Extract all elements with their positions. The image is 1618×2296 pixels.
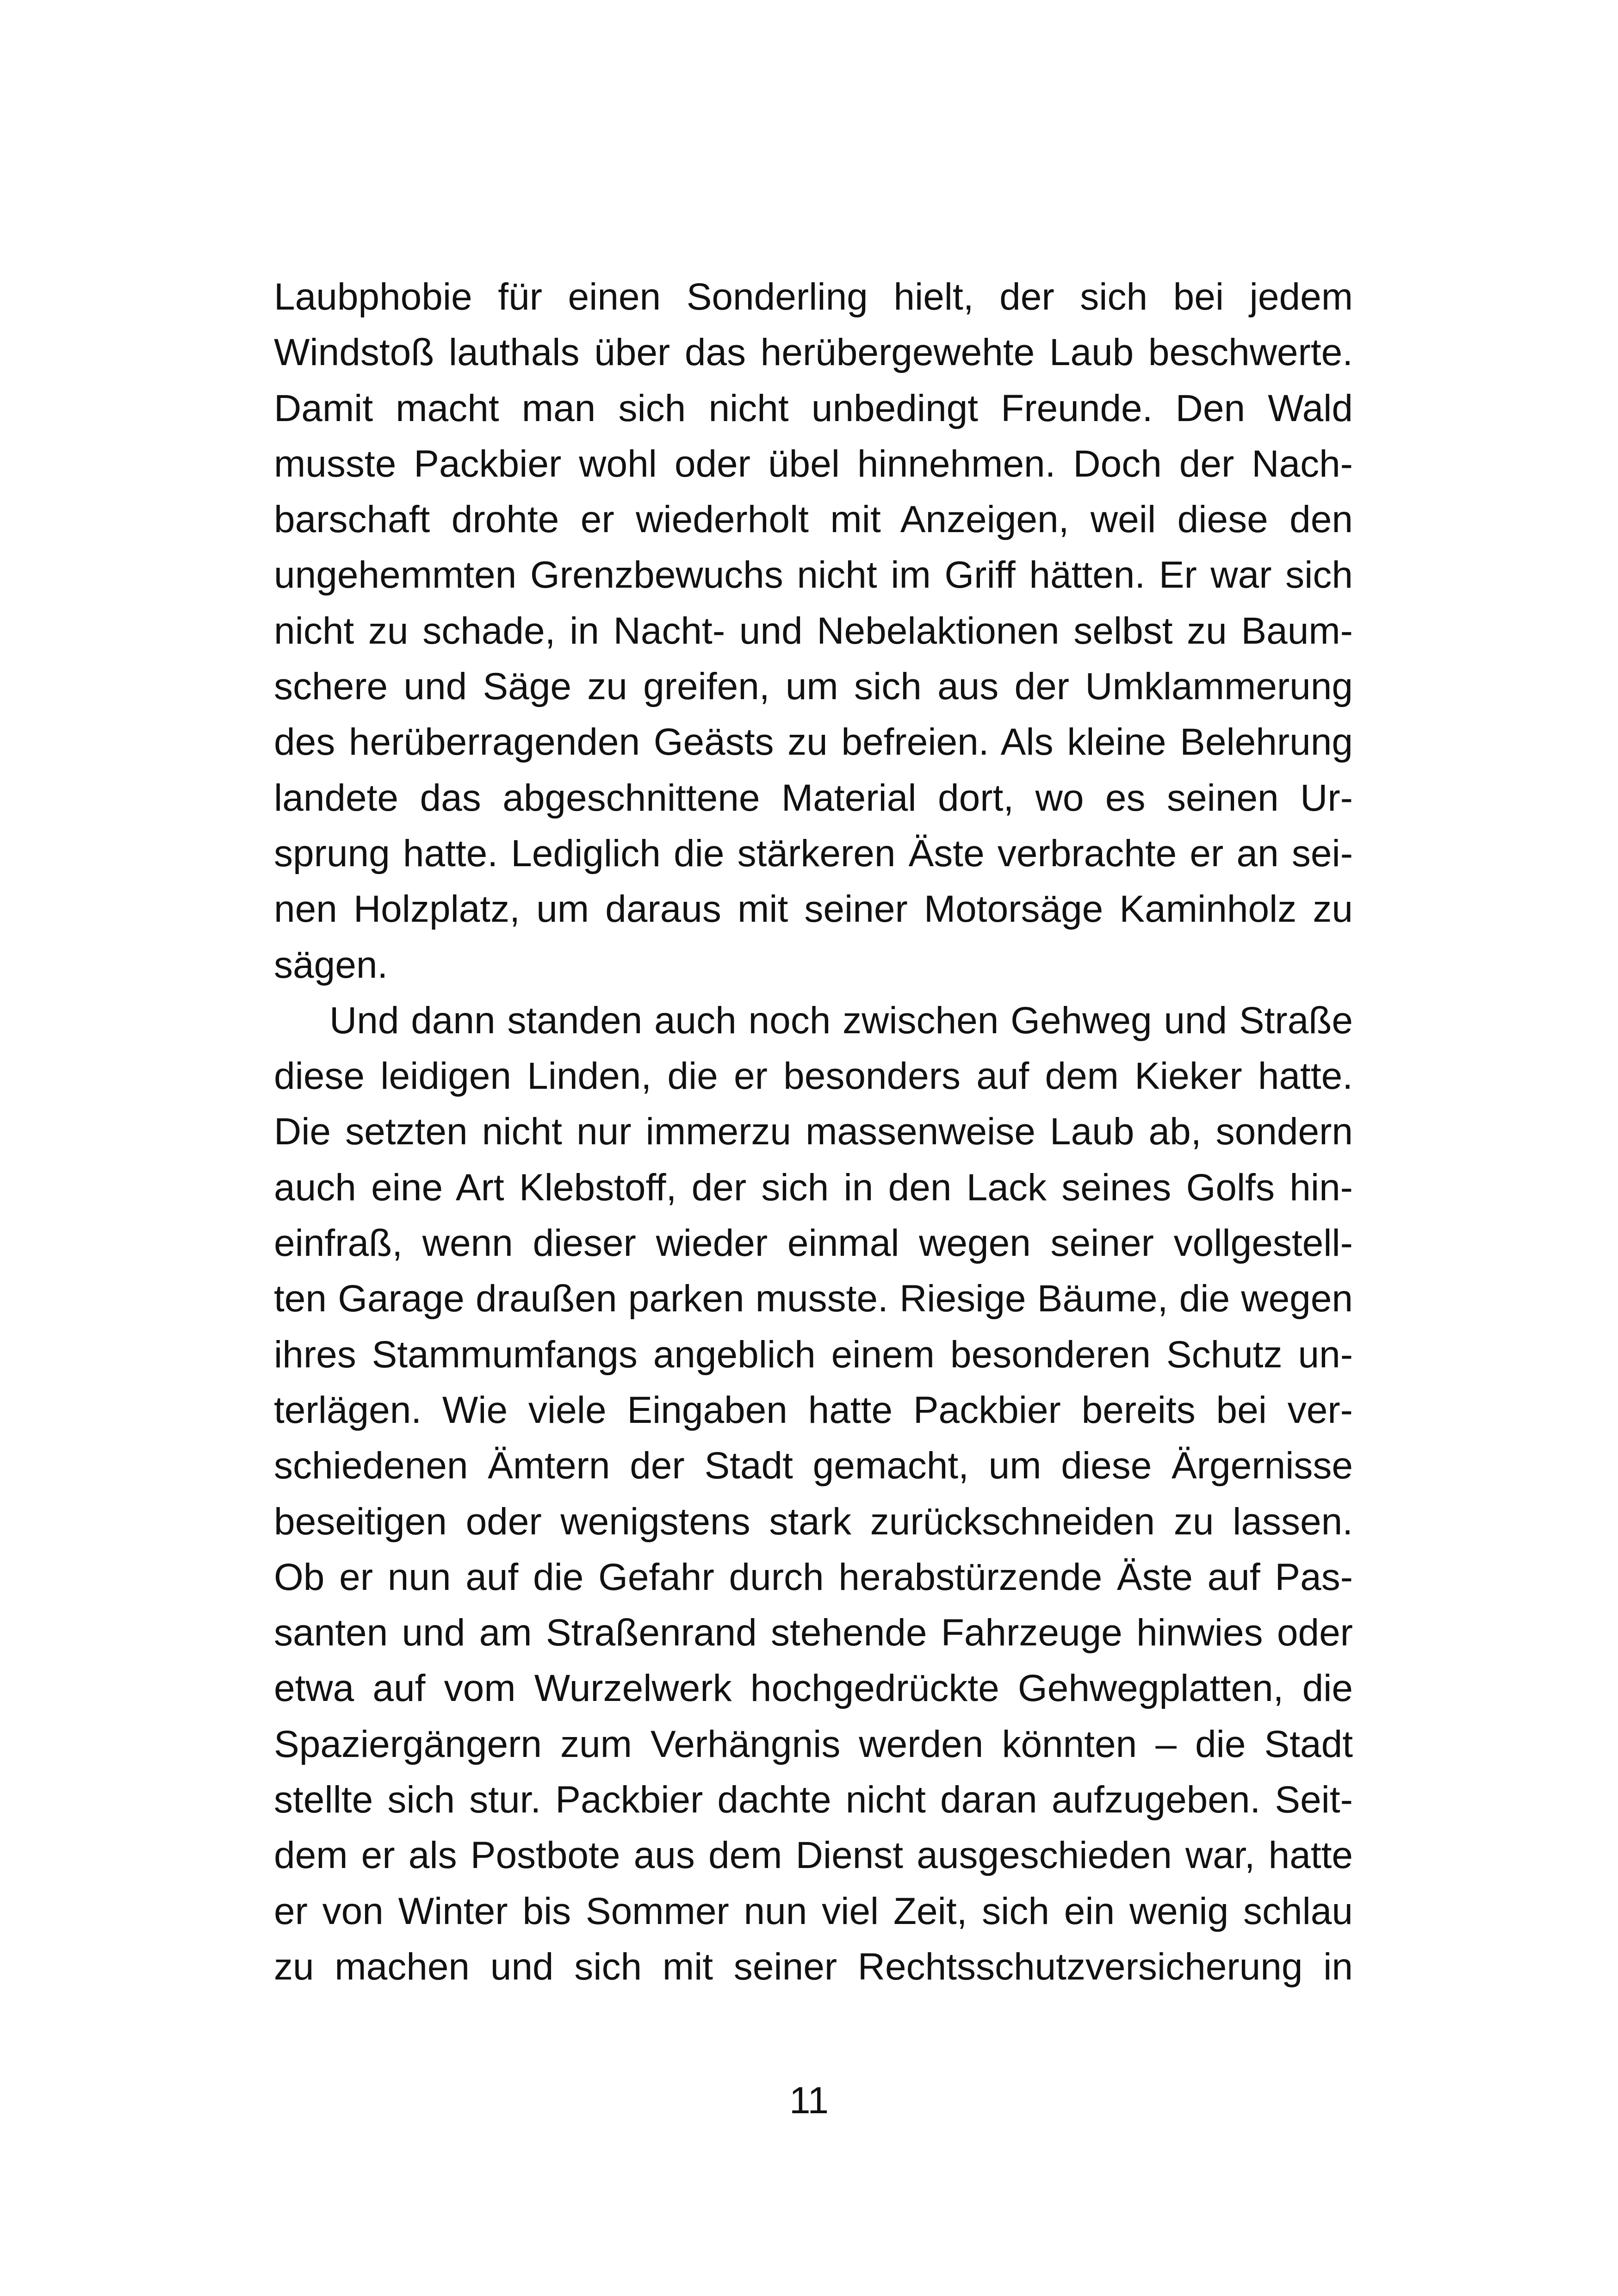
- text-line: Die setzten nicht nur immerzu massenweise Laub ab, sondern: [274, 1111, 1353, 1153]
- text-line: diese leidigen Linden, die er besonders auf dem Kieker hatte.: [274, 1055, 1353, 1098]
- text-line: einfraß, wenn dieser wieder einmal wegen seiner vollgestell-: [274, 1222, 1353, 1265]
- text-line: Damit macht man sich nicht unbedingt Freunde. Den Wald: [274, 387, 1353, 429]
- text-line: nicht zu schade, in Nacht- und Nebelaktionen selbst zu Baum-: [274, 609, 1353, 652]
- text-line: dem er als Postbote aus dem Dienst ausgeschieden war, hatte: [274, 1834, 1353, 1877]
- text-line: er von Winter bis Sommer nun viel Zeit, sich ein wenig schlau: [274, 1890, 1353, 1932]
- text-line: etwa auf vom Wurzelwerk hochgedrückte Gehwegplatten, die: [274, 1667, 1353, 1710]
- text-line: ungehemmten Grenzbewuchs nicht im Griff hätten. Er war sich: [274, 554, 1353, 596]
- text-line: zu machen und sich mit seiner Rechtsschutzversicherung in: [274, 1945, 1353, 1988]
- text-line: stellte sich stur. Packbier dachte nicht daran aufzugeben. Seit-: [274, 1779, 1353, 1821]
- text-line: Ob er nun auf die Gefahr durch herabstürzende Äste auf Pas-: [274, 1556, 1353, 1598]
- text-line: musste Packbier wohl oder übel hinnehmen. Doch der Nach-: [274, 442, 1353, 485]
- paragraph-end-line: sägen.: [274, 943, 388, 986]
- text-line: terlägen. Wie viele Eingaben hatte Packbier bereits bei ver-: [274, 1389, 1353, 1431]
- text-line: barschaft drohte er wiederholt mit Anzeigen, weil diese den: [274, 498, 1353, 541]
- text-line: beseitigen oder wenigstens stark zurückschneiden zu lassen.: [274, 1500, 1353, 1543]
- text-line: des herüberragenden Geästs zu befreien. Als kleine Belehrung: [274, 721, 1353, 763]
- text-line: Laubphobie für einen Sonderling hielt, der sich bei jedem: [274, 276, 1353, 318]
- text-line: schiedenen Ämtern der Stadt gemacht, um diese Ärgernisse: [274, 1445, 1353, 1487]
- text-line: Spaziergängern zum Verhängnis werden könnten – die Stadt: [274, 1723, 1353, 1765]
- text-line: Windstoß lauthals über das herübergewehte Laub beschwerte.: [274, 331, 1353, 374]
- text-line: nen Holzplatz, um daraus mit seiner Motorsäge Kaminholz zu: [274, 888, 1353, 931]
- body-text: [274, 269, 1353, 1995]
- text-line: ten Garage draußen parken musste. Riesige Bäume, die wegen: [274, 1278, 1353, 1320]
- text-line: santen und am Straßenrand stehende Fahrzeuge hinwies oder: [274, 1612, 1353, 1654]
- paragraph-start-line: Und dann standen auch noch zwischen Gehweg und Straße: [329, 999, 1353, 1042]
- page-number: 11: [789, 2079, 829, 2122]
- text-line: sprung hatte. Lediglich die stärkeren Äste verbrachte er an sei-: [274, 832, 1353, 875]
- text-line: schere und Säge zu greifen, um sich aus der Umklammerung: [274, 665, 1353, 708]
- text-line: auch eine Art Klebstoff, der sich in den Lack seines Golfs hin-: [274, 1166, 1353, 1209]
- text-line: ihres Stammumfangs angeblich einem besonderen Schutz un-: [274, 1333, 1353, 1376]
- text-line: landete das abgeschnittene Material dort, wo es seinen Ur-: [274, 776, 1353, 819]
